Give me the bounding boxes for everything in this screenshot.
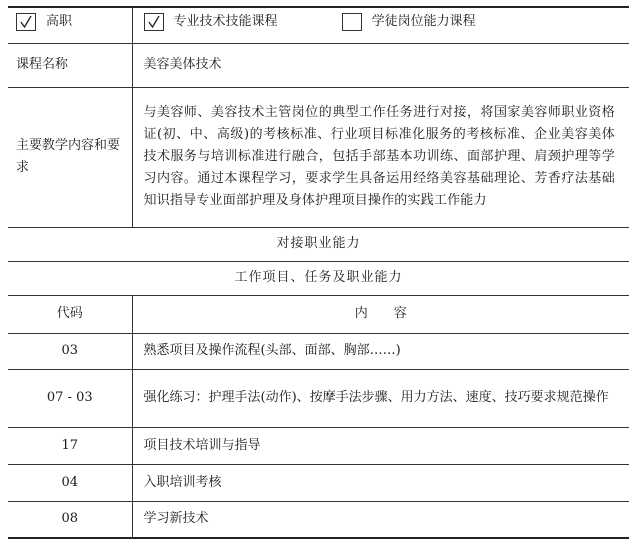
course-table [8,6,629,539]
main-content-label: 主要教学内容和要求 [8,87,132,227]
row-code: 04 [8,464,132,501]
course-name-label: 课程名称 [8,43,132,87]
level-label: 高职 [46,14,73,30]
table-row [8,427,629,464]
section-title: 对接职业能力 [8,227,629,261]
type-label-tech: 专业技术技能课程 [173,14,278,30]
course-name-value: 美容美体技术 [132,43,629,87]
course-name-row [8,43,629,87]
sub-title-row [8,261,629,295]
row-content: 熟悉项目及操作流程(头部、面部、胸部……) [132,333,629,369]
row-code: 07 - 03 [8,369,132,427]
level-option[interactable] [16,11,72,33]
course-type-cell [132,7,629,43]
table-row [8,369,629,427]
content-header: 内 容 [132,295,629,333]
checkbox-checked-icon[interactable] [16,13,36,31]
main-content-text: 与美容师、美容技术主管岗位的典型工作任务进行对接，将国家美容师职业资格证(初、中、高级)的考核标准、行业项目标准化服务的考核标准、企业美容美体技术服务与培训标准进行融合，包括手部基本功训练、面部护理、肩颈护理等学习内容。通过本课程学习，要求学生具备运用经络美容基础理论、芳香疗法基础知识指导专业面部护理及身体护理项目操作的实践工作能力 [132,87,629,227]
header-row [8,7,629,43]
table-row [8,464,629,501]
row-content: 入职培训考核 [132,464,629,501]
row-code: 08 [8,501,132,538]
main-content-row [8,87,629,227]
type-option-apprentice[interactable] [342,11,476,33]
type-option-tech[interactable] [144,11,278,33]
type-label-apprentice: 学徒岗位能力课程 [371,14,476,30]
code-header: 代码 [8,295,132,333]
row-content: 强化练习：护理手法(动作)、按摩手法步骤、用力方法、速度、技巧要求规范操作 [132,369,629,427]
row-content: 学习新技术 [132,501,629,538]
checkbox-empty-icon[interactable] [342,13,362,31]
checkbox-checked-icon[interactable] [144,13,164,31]
table-row [8,501,629,538]
section-title-row [8,227,629,261]
level-cell [8,7,132,43]
table-row [8,333,629,369]
sub-title: 工作项目、任务及职业能力 [8,261,629,295]
row-code: 17 [8,427,132,464]
row-code: 03 [8,333,132,369]
table-header-row [8,295,629,333]
row-content: 项目技术培训与指导 [132,427,629,464]
